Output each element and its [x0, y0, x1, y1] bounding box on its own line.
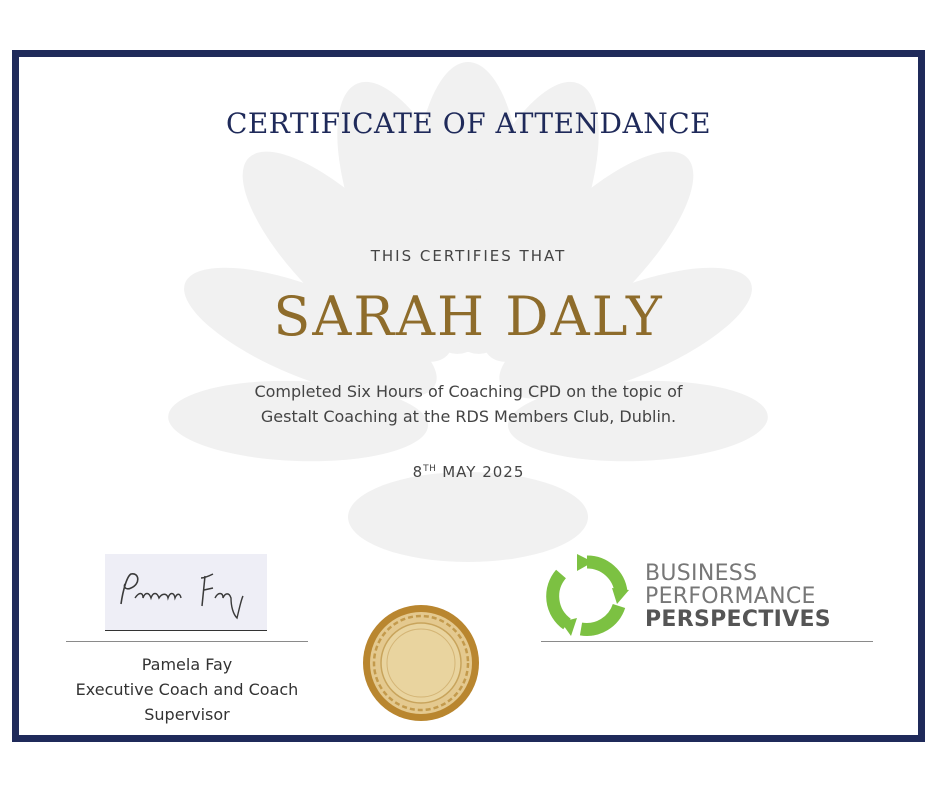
certificate-frame — [12, 50, 925, 742]
signature-line — [66, 641, 308, 642]
signatory-role: Supervisor — [144, 705, 230, 724]
logo-line-perspectives: PERSPECTIVES — [645, 607, 831, 632]
logo-wordmark — [645, 562, 831, 631]
date-suffix: TH — [423, 464, 437, 474]
date-day: 8 — [412, 463, 424, 481]
certificate-description — [19, 379, 918, 429]
certificate-date — [19, 463, 918, 481]
logo-underline — [541, 641, 873, 642]
description-line: Gestalt Coaching at the RDS Members Club, Dublin. — [260, 407, 677, 426]
description-line: Completed Six Hours of Coaching CPD on the topic of — [254, 382, 683, 401]
signatory-role: Executive Coach and Coach — [75, 680, 299, 699]
certifies-text: THIS CERTIFIES THAT — [370, 247, 567, 265]
signature-image — [105, 554, 267, 631]
date-month-year: MAY 2025 — [442, 463, 525, 481]
circular-arrows-logo-icon — [541, 552, 635, 638]
company-logo — [541, 552, 871, 638]
signatory-name: Pamela Fay — [141, 655, 233, 674]
recipient-name: SARAH DALY — [273, 285, 664, 348]
certificate-title: CERTIFICATE OF ATTENDANCE — [225, 107, 712, 140]
logo-line-business: BUSINESS — [645, 561, 758, 586]
logo-line-performance: PERFORMANCE — [645, 584, 816, 609]
gold-seal-icon — [361, 603, 481, 723]
signatory-block — [59, 652, 315, 727]
